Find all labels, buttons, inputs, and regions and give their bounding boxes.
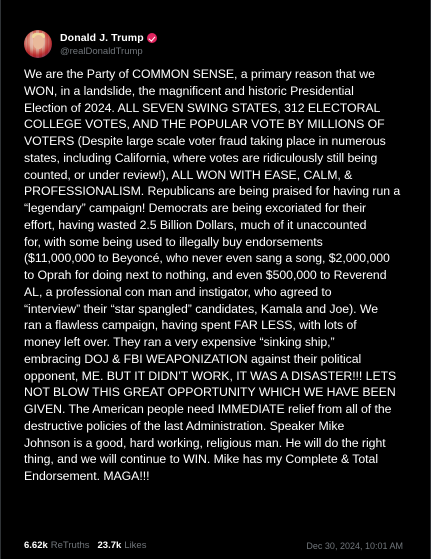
author-names xyxy=(60,31,157,57)
name-row xyxy=(60,31,157,45)
likes-count: 23.7k xyxy=(97,540,122,551)
post-header xyxy=(24,30,157,58)
likes-label: Likes xyxy=(124,540,147,551)
author-display-name[interactable]: Donald J. Trump xyxy=(60,32,144,44)
post-text: We are the Party of COMMON SENSE, a primary reason that we WON, in a landslide, the magnificent and historic Presidential Election of 2024. ALL SEVEN SWING STATES, 312 ELECTORAL COLLEGE VOTES, AND THE POPULAR VOTE BY MILLIONS OF VOTERS (Despite large scale voter fraud taking place in numerous states, including California, where votes are ridiculously still being counted, or under review!), ALL WON WITH EASE, CALM, & PROFESSIONALISM. Republicans are being praised for having run a “legendary” campaign! Democrats are being excoriated for their effort, having wasted 2.5 Billion Dollars, much of it unaccounted for, with some being used to illegally buy endorsements ($11,000,000 to Beyoncé, who never even sang a song, $2,000,000 to Oprah for doing next to nothing, and even $500,000 to Reverend AL, a professional con man and instigator, who agreed to “interview” their “star spangled” candidates, Kamala and Joe). We ran a flawless campaign, having spent FAR LESS, with lots of money left over. They ran a very expensive “sinking ship,” embracing DOJ & FBI WEAPONIZATION against their political opponent, ME. BUT IT DIDN’T WORK, IT WAS A DISASTER!!! LETS NOT BLOW THIS GREAT OPPORTUNITY WHICH WE HAVE BEEN GIVEN. The American people need IMMEDIATE relief from all of the destructive policies of the last Administration. Speaker Mike Johnson is a good, hard working, religious man. He will do the right thing, and we will continue to WIN. Mike has my Complete & Total Endorsement. MAGA!!! xyxy=(24,67,401,483)
retruths-stat[interactable] xyxy=(24,540,90,551)
author-handle[interactable]: @realDonaldTrump xyxy=(60,46,143,57)
verified-badge-icon xyxy=(147,33,157,43)
retruths-label: ReTruths xyxy=(50,540,90,551)
post-stats xyxy=(24,540,154,551)
likes-stat[interactable] xyxy=(98,540,147,551)
post-timestamp[interactable]: Dec 30, 2024, 10:01 AM xyxy=(306,541,403,551)
avatar-face xyxy=(33,35,44,49)
avatar[interactable] xyxy=(24,30,52,58)
retruths-count: 6.62k xyxy=(24,540,48,551)
